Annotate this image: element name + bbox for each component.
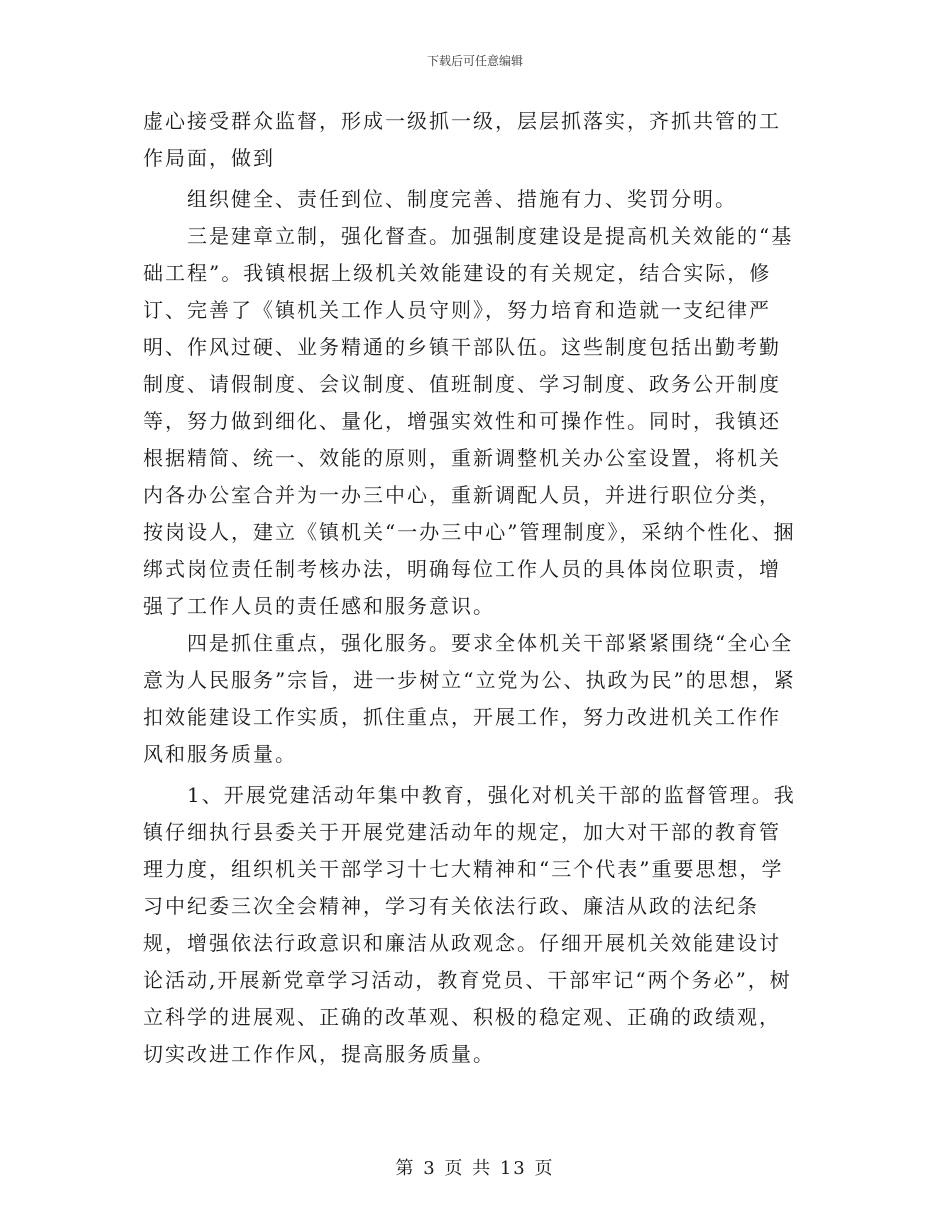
paragraph-point-four: 四是抓住重点，强化服务。要求全体机关干部紧紧围绕“全心全意为人民服务”宗旨，进一步树立“立党为公、执政为民”的思想，紧扣效能建设工作实质，抓住重点，开展工作，努力改进机关工作作风和服务质量。 xyxy=(143,631,796,766)
paragraph-requirements: 组织健全、责任到位、制度完善、措施有力、奖罚分明。 xyxy=(187,187,737,211)
page-header: 下载后可任意编辑 xyxy=(426,54,523,68)
document-body xyxy=(143,103,798,1073)
paragraph-point-three: 三是建章立制，强化督查。加强制度建设是提高机关效能的“基础工程”。我镇根据上级机关效能建设的有关规定，结合实际，修订、完善了《镇机关工作人员守则》，努力培育和造就一支纪律严明、作风过硬、业务精通的乡镇干部队伍。这些制度包括出勤考勤制度、请假制度、会议制度、值班制度、学习制度、政务公开制度等，努力做到细化、量化，增强实效性和可操作性。同时，我镇还根据精简、统一、效能的原则，重新调整机关办公室设置，将机关内各办公室合并为一办三中心，重新调配人员，并进行职位分类，按岗设人，建立《镇机关“一办三中心”管理制度》，采纳个性化、捆绑式岗位责任制考核办法，明确每位工作人员的具体岗位职责，增强了工作人员的责任感和服务意识。 xyxy=(143,224,796,618)
paragraph-continuation: 虚心接受群众监督，形成一级抓一级，层层抓落实，齐抓共管的工作局面，做到 xyxy=(143,109,781,170)
paragraph-item-one: 1、开展党建活动年集中教育，强化对机关干部的监督管理。我镇仔细执行县委关于开展党建活动年的规定，加大对干部的教育管理力度，组织机关干部学习十七大精神和“三个代表”重要思想，学习中纪委三次全会精神，学习有关依法行政、廉洁从政的法纪条规，增强依法行政意识和廉洁从政观念。仔细开展机关效能建设讨论活动,开展新党章学习活动，教育党员、干部牢记“两个务必”，树立科学的进展观、正确的改革观、积极的稳定观、正确的政绩观，切实改进工作作风，提高服务质量。 xyxy=(143,783,796,1066)
page-number: 第 3 页 共 13 页 xyxy=(395,1158,555,1179)
